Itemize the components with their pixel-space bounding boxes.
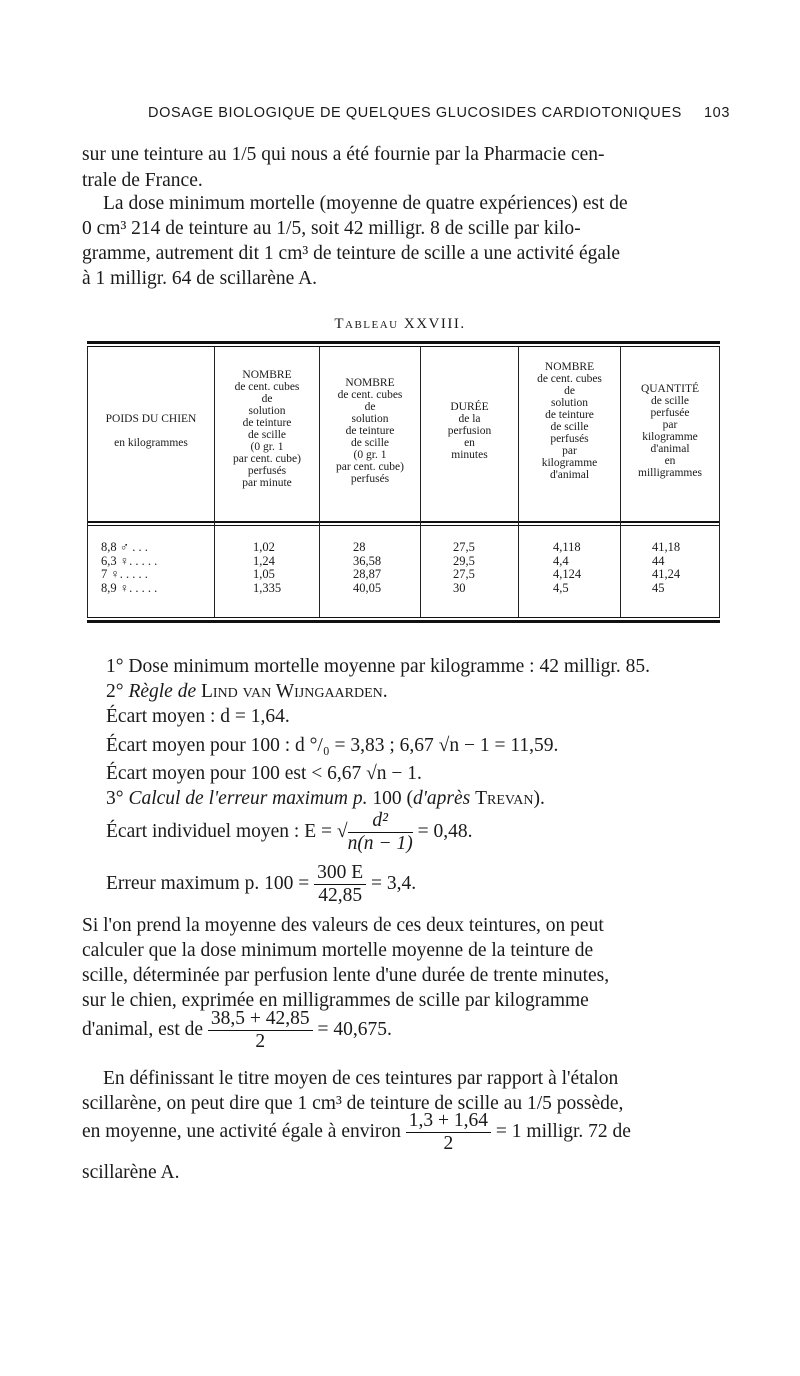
table-top-rule-thin (87, 346, 720, 347)
intro-line-2: trale de France. (82, 170, 203, 191)
erreur-maximum-denominator: 42,85 (318, 885, 363, 906)
result-6-end: ). (533, 788, 545, 809)
header-volume: NOMBRE de cent. cubes de solution de teinture de scille (0 gr. 1 par cent. cube) perfusés (335, 377, 404, 485)
table-row-2-duree: 29,5 (453, 553, 475, 568)
header-debit: NOMBRE de cent. cubes de solution de teinture de scille (0 gr. 1 par cent. cube) perfusés par minute (232, 369, 301, 489)
col-divider-3 (420, 347, 421, 617)
result-6-author: Trevan (475, 788, 534, 809)
conclusion-line-5 (82, 1008, 392, 1053)
table-row-3-poids: 7 ♀. . . . . (101, 567, 148, 581)
header-quantite: QUANTITÉ de scille perfusée par kilogramme d'animal en milligrammes (638, 383, 702, 479)
table-row-2-volume: 36,58 (353, 553, 382, 568)
intro-line-5: gramme, autrement dit 1 cm³ de teinture de scille a une activité égale (82, 243, 621, 264)
result-6-number: 3° (106, 788, 129, 809)
activite-result: = 1 milligr. 72 de (495, 1120, 631, 1142)
data-table (87, 341, 720, 624)
result-2-label: Règle de (128, 681, 197, 702)
table-row-2-quantite: 44 (652, 553, 665, 568)
table-row-2-volume-kg: 4,4 (553, 553, 569, 568)
erreur-maximum-numerator: 300 E (314, 862, 366, 885)
result-1: 1° Dose minimum mortelle moyenne par kilogramme : 42 milligr. 85. (106, 656, 650, 677)
erreur-maximum-fraction (314, 862, 366, 907)
header-volume-kg: NOMBRE de cent. cubes de solution de teinture de scille perfusés par kilogramme d'animal (537, 361, 602, 481)
table-header-rule (87, 521, 720, 523)
moyenne-denominator: 2 (255, 1031, 266, 1052)
result-4: Écart moyen pour 100 : d °/₀ = 3,83 ; 6,67 √n − 1 = 11,59. (106, 735, 559, 756)
table-row-3-debit: 1,05 (253, 567, 275, 581)
table-bottom-rule (87, 620, 720, 623)
intro-line-1: sur une teinture au 1/5 qui nous a été fournie par la Pharmacie cen- (82, 144, 605, 165)
conclusion-line-5-prefix: d'animal, est de (82, 1018, 204, 1040)
page-number: 103 (704, 105, 730, 121)
conclusion-line-4: sur le chien, exprimée en milligrammes de scille par kilogramme (82, 990, 589, 1011)
table-row-1-volume-kg: 4,118 (553, 540, 581, 554)
ecart-individuel-denominator: n(n − 1) (347, 833, 413, 854)
table-row-4-poids: 8,9 ♀. . . . . (101, 580, 158, 595)
erreur-maximum-label: Erreur maximum p. 100 = (106, 872, 310, 894)
conclusion2-line-3 (82, 1110, 727, 1155)
table-border-left (87, 347, 88, 617)
table-row-1-duree: 27,5 (453, 540, 475, 554)
conclusion-line-1: Si l'on prend la moyenne des valeurs de ces deux teintures, on peut (82, 915, 604, 936)
table-border-right (719, 347, 720, 617)
table-title: Tableau XXVIII. (334, 316, 466, 332)
ecart-individuel-label: Écart individuel moyen : E = √ (106, 820, 348, 842)
table-row-3-duree: 27,5 (453, 567, 475, 581)
table-header-rule-thin (87, 525, 720, 526)
result-2-number: 2° (106, 681, 129, 702)
intro-line-3: La dose minimum mortelle (moyenne de quatre expériences) est de (103, 193, 628, 214)
table-bottom-rule-thin (87, 617, 720, 618)
table-row-1-debit: 1,02 (253, 540, 275, 554)
table-row-4-debit: 1,335 (253, 580, 282, 595)
result-6-label: Calcul de l'erreur maximum p. (128, 788, 368, 809)
table-row-4-volume-kg: 4,5 (553, 580, 569, 595)
header-poids: POIDS DU CHIEN en kilogrammes (105, 413, 197, 449)
conclusion2-line-4: scillarène A. (82, 1162, 180, 1183)
conclusion-line-2: calculer que la dose minimum mortelle moyenne de la teinture de (82, 940, 594, 961)
moyenne-result: = 40,675. (317, 1018, 392, 1040)
intro-line-4: 0 cm³ 214 de teinture au 1/5, soit 42 milligr. 8 de scille par kilo- (82, 218, 581, 239)
conclusion2-line-2: scillarène, on peut dire que 1 cm³ de teinture de scille au 1/5 possède, (82, 1093, 624, 1114)
result-6-apres: d'après (412, 788, 471, 809)
conclusion-line-3: scille, déterminée par perfusion lente d'une durée de trente minutes, (82, 965, 610, 986)
running-title: DOSAGE BIOLOGIQUE DE QUELQUES GLUCOSIDES CARDIOTONIQUES (148, 105, 682, 121)
result-5: Écart moyen pour 100 est < 6,67 √n − 1. (106, 763, 422, 784)
table-row-1-poids: 8,8 ♂ . . . (101, 540, 148, 554)
table-row-1-volume: 28 (353, 540, 366, 554)
table-top-rule (87, 341, 720, 344)
table-row-1-quantite: 41,18 (652, 540, 681, 554)
moyenne-fraction (208, 1008, 313, 1053)
table-row-4-quantite: 45 (652, 580, 665, 595)
table-row-3-quantite: 41,24 (652, 567, 681, 581)
ecart-individuel-formula (106, 810, 472, 855)
result-2-authors: Lind van Wijngaarden. (200, 681, 388, 702)
activite-fraction (406, 1110, 491, 1155)
ecart-individuel-result: = 0,48. (417, 820, 473, 842)
result-6-mid: 100 ( (367, 788, 413, 809)
ecart-individuel-fraction (348, 810, 413, 855)
table-row-3-volume-kg: 4,124 (553, 567, 582, 581)
result-2 (106, 681, 388, 703)
table-row-3-volume: 28,87 (353, 567, 382, 581)
header-duree: DURÉE de la perfusion en minutes (447, 401, 492, 461)
conclusion2-line-1: En définissant le titre moyen de ces teintures par rapport à l'étalon (103, 1068, 619, 1089)
activite-denominator: 2 (443, 1133, 454, 1154)
intro-line-6: à 1 milligr. 64 de scillarène A. (82, 268, 318, 289)
table-row-2-debit: 1,24 (253, 553, 275, 568)
table-row-2-poids: 6,3 ♀. . . . . (101, 553, 158, 568)
ecart-individuel-numerator: d² (348, 810, 413, 833)
table-row-4-volume: 40,05 (353, 580, 382, 595)
erreur-maximum-formula (106, 862, 416, 907)
activite-numerator: 1,3 + 1,64 (406, 1110, 491, 1133)
erreur-maximum-result: = 3,4. (371, 872, 417, 894)
conclusion2-line-3-prefix: en moyenne, une activité égale à environ (82, 1120, 401, 1142)
moyenne-numerator: 38,5 + 42,85 (208, 1008, 313, 1031)
result-3: Écart moyen : d = 1,64. (106, 706, 290, 727)
table-row-4-duree: 30 (453, 580, 466, 595)
result-6 (106, 788, 545, 810)
